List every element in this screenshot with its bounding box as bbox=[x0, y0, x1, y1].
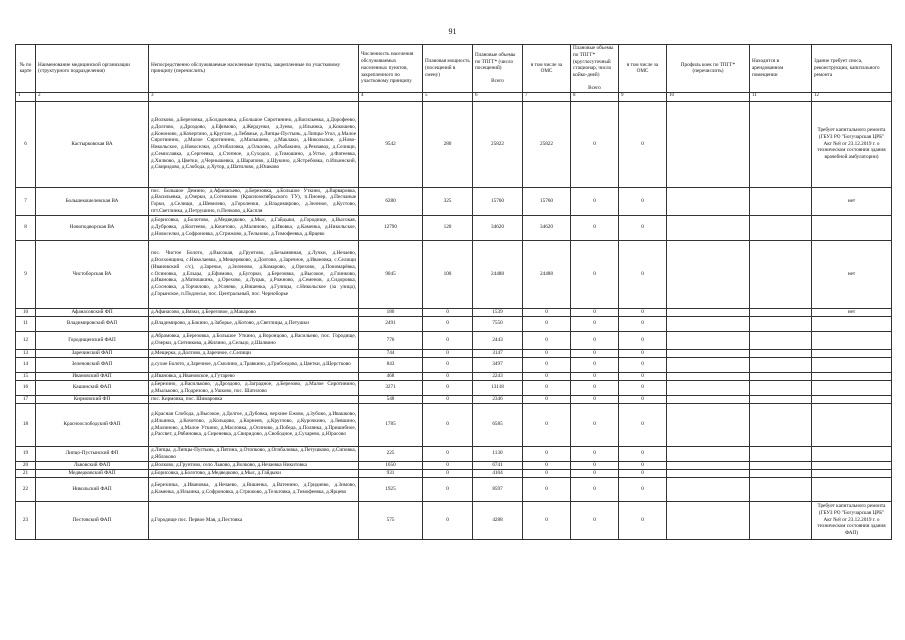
organization-cell: Красноослободский ФАП bbox=[36, 403, 149, 446]
visits-oms-cell: 0 bbox=[523, 461, 571, 469]
beddays-total-cell: 0 bbox=[571, 215, 619, 240]
rented-cell bbox=[750, 215, 812, 240]
visits-total-cell: 8597 bbox=[473, 477, 523, 501]
visits-oms-cell: 24488 bbox=[523, 240, 571, 308]
beddays-total-cell: 0 bbox=[571, 240, 619, 308]
visits-total-cell: 6741 bbox=[473, 461, 523, 469]
repair-cell bbox=[812, 469, 892, 477]
population-cell: 468 bbox=[359, 372, 423, 380]
column-number: 1 bbox=[16, 92, 36, 101]
population-cell: 776 bbox=[359, 331, 423, 349]
beddays-oms-cell: 0 bbox=[619, 395, 667, 403]
capacity-cell: 0 bbox=[423, 316, 473, 331]
beddays-oms-cell: 0 bbox=[619, 357, 667, 372]
organization-cell: Заречинский ФАП bbox=[36, 349, 149, 357]
visits-total-cell: 34620 bbox=[473, 215, 523, 240]
beddays-oms-cell: 0 bbox=[619, 308, 667, 316]
beddays-oms-cell: 0 bbox=[619, 403, 667, 446]
visits-total-cell: 6585 bbox=[473, 403, 523, 446]
visits-total-cell: 25822 bbox=[473, 101, 523, 187]
facilities-table bbox=[15, 44, 892, 540]
visits-oms-cell: 0 bbox=[523, 403, 571, 446]
table-row bbox=[16, 395, 892, 403]
beddays-oms-cell: 0 bbox=[619, 316, 667, 331]
beddays-oms-cell: 0 bbox=[619, 240, 667, 308]
settlements-cell: д.Абрамовка, д.Березовка, д.Большое Уткино, д.Воронцово, д.Васильево, пос. Городище, д.Озерки, д.Ситникова, д.Жилино, д.Сельцо, д.Шалвино bbox=[149, 331, 359, 349]
bed-profile-cell bbox=[667, 187, 750, 215]
rented-cell bbox=[750, 501, 812, 539]
beddays-total-cell: 0 bbox=[571, 395, 619, 403]
map-number-cell: 6 bbox=[16, 101, 36, 187]
beddays-total-cell: 0 bbox=[571, 469, 619, 477]
visits-total-cell: 3497 bbox=[473, 357, 523, 372]
bed-profile-cell bbox=[667, 357, 750, 372]
beddays-oms-cell: 0 bbox=[619, 215, 667, 240]
table-body bbox=[16, 101, 892, 539]
organization-cell: Кастырковская ВА bbox=[36, 101, 149, 187]
bed-profile-cell bbox=[667, 461, 750, 469]
capacity-cell: 0 bbox=[423, 477, 473, 501]
column-number-row bbox=[16, 92, 892, 101]
visits-oms-cell: 0 bbox=[523, 357, 571, 372]
beddays-oms-cell: 0 bbox=[619, 331, 667, 349]
visits-oms-cell: 15760 bbox=[523, 187, 571, 215]
settlements-cell: д.Борисовка, д.Болотово, д.Медведково, д.Мыс, д.Гайдыки, д.Городище, д.Высокая, д.Дубровка, д.Колтеево, д.Кочетово, д.Малиново, д.Ивовка, д.Каменка, д.Никольское, д.Новоселки, д.Софроновка, д.Стрижово, д.Тельново, д.Тимофеевка, д.Ярцево bbox=[149, 215, 359, 240]
visits-oms-cell: 0 bbox=[523, 395, 571, 403]
bed-profile-cell bbox=[667, 395, 750, 403]
column-number: 10 bbox=[667, 92, 750, 101]
capacity-cell: 0 bbox=[423, 461, 473, 469]
visits-oms-cell: 0 bbox=[523, 372, 571, 380]
table-row bbox=[16, 240, 892, 308]
beddays-oms-cell: 0 bbox=[619, 372, 667, 380]
bed-profile-cell bbox=[667, 477, 750, 501]
column-number: 12 bbox=[812, 92, 892, 101]
settlements-cell: пос. Большое Демино, д.Афанасьево, д.Березовка, д.Большое Уткино, д.Варваровка, д.Васильевка, д.Озерки, д.Сотниково (Краснооктябрьского ТУ), п.Пионер, д.Песчаные Горки, д.Селищи, д.Шевелево, д.Гороленки, д.Владимирово, д.Зеленое, д.Кустово, пгт.Светлинка, д.Петрушино, п.Пичково, д.Каспля bbox=[149, 187, 359, 215]
beddays-total-cell: 0 bbox=[571, 308, 619, 316]
rented-cell bbox=[750, 403, 812, 446]
table-row bbox=[16, 349, 892, 357]
capacity-cell: 0 bbox=[423, 469, 473, 477]
settlements-cell: д.Борисовка, д.Болотово, д.Медведково, д.Мыс, д.Гайдыки bbox=[149, 469, 359, 477]
column-number: 8 bbox=[571, 92, 619, 101]
beddays-oms-cell: 0 bbox=[619, 380, 667, 395]
visits-oms-cell: 0 bbox=[523, 308, 571, 316]
column-number: 11 bbox=[750, 92, 812, 101]
map-number-cell: 21 bbox=[16, 469, 36, 477]
visits-oms-cell: 0 bbox=[523, 446, 571, 461]
table-row bbox=[16, 501, 892, 539]
visits-oms-cell: 0 bbox=[523, 501, 571, 539]
repair-cell bbox=[812, 331, 892, 349]
organization-cell: Кирмовский ФП bbox=[36, 395, 149, 403]
map-number-cell: 9 bbox=[16, 240, 36, 308]
header-beddays-all: Всего bbox=[588, 84, 601, 91]
rented-cell bbox=[750, 446, 812, 461]
header-settlements: Непосредственно обслуживаемые населенные пункты, закрепленные по участковому принципу (перечислить) bbox=[149, 45, 359, 93]
organization-cell: Городищенский ФАП bbox=[36, 331, 149, 349]
header-capacity: Плановая мощность (посещений в смену) bbox=[423, 45, 473, 93]
repair-cell bbox=[812, 349, 892, 357]
rented-cell bbox=[750, 331, 812, 349]
map-number-cell: 14 bbox=[16, 357, 36, 372]
visits-total-cell: 7550 bbox=[473, 316, 523, 331]
beddays-total-cell: 0 bbox=[571, 501, 619, 539]
header-population: Численность населения обслуживаемых населенных пунктов, закрепленного по участковому принципу bbox=[359, 45, 423, 93]
rented-cell bbox=[750, 461, 812, 469]
table-row bbox=[16, 101, 892, 187]
settlements-cell: д.Мещерка, д.Долгово, д.Заречное, с.Селищи bbox=[149, 349, 359, 357]
population-cell: 931 bbox=[359, 469, 423, 477]
capacity-cell: 100 bbox=[423, 240, 473, 308]
capacity-cell: 0 bbox=[423, 395, 473, 403]
capacity-cell: 0 bbox=[423, 308, 473, 316]
organization-cell: Большекошелевская ВА bbox=[36, 187, 149, 215]
visits-total-cell: 4104 bbox=[473, 469, 523, 477]
capacity-cell: 0 bbox=[423, 372, 473, 380]
settlements-cell: д.Афанасово, д.Вязки, д.Береговое, д.Макарово bbox=[149, 308, 359, 316]
organization-cell: Кашинский ФАП bbox=[36, 380, 149, 395]
repair-cell bbox=[812, 215, 892, 240]
beddays-total-cell: 0 bbox=[571, 331, 619, 349]
bed-profile-cell bbox=[667, 308, 750, 316]
map-number-cell: 23 bbox=[16, 501, 36, 539]
visits-oms-cell: 0 bbox=[523, 316, 571, 331]
column-number: 2 bbox=[36, 92, 149, 101]
population-cell: 575 bbox=[359, 501, 423, 539]
beddays-oms-cell: 0 bbox=[619, 187, 667, 215]
table-row bbox=[16, 469, 892, 477]
header-row bbox=[16, 45, 892, 93]
bed-profile-cell bbox=[667, 215, 750, 240]
rented-cell bbox=[750, 477, 812, 501]
population-cell: 843 bbox=[359, 357, 423, 372]
population-cell: 548 bbox=[359, 395, 423, 403]
beddays-total-cell: 0 bbox=[571, 380, 619, 395]
population-cell: 1925 bbox=[359, 477, 423, 501]
visits-oms-cell: 34620 bbox=[523, 215, 571, 240]
beddays-total-cell: 0 bbox=[571, 316, 619, 331]
organization-cell: Афанасовский ФП bbox=[36, 308, 149, 316]
capacity-cell: 280 bbox=[423, 101, 473, 187]
table-row bbox=[16, 215, 892, 240]
table-row bbox=[16, 461, 892, 469]
repair-cell bbox=[812, 477, 892, 501]
settlements-cell: пос. Чистое Болото, д.Высокая, д.Грунтово, д.Безымянная, д.Лучки, д.Нечаево, д.Волхонщина, с.Николаевка, д.Мещеряково, д.Долгово, д.Заречное, д.Ивановка, с.Селищи (Ивановский с/с), д.Заречье, д.Зеленово, д.Комарово, д.Орехово, д.Пономарёвка, с.Осиновка, д.Ельцы, д.Ефимово, д.Бугорки, д.Березовка, д.Высокое, д.Глинково, д.Ивановка, д.Матюшкина, д.Орехово, д.Луцык, д.Рожново, д.Семенов, д.Сидоровка, д.Сосновка, д.Торчилово, д.Усачево, д.Вишенка, д.Гулицы, с.Никольское (за улица), д.Горынское, п.Подлесье, пос. Центральный, пос. Черноборье bbox=[149, 240, 359, 308]
table-row bbox=[16, 187, 892, 215]
rented-cell bbox=[750, 469, 812, 477]
map-number-cell: 18 bbox=[16, 403, 36, 446]
map-number-cell: 10 bbox=[16, 308, 36, 316]
visits-total-cell: 1130 bbox=[473, 446, 523, 461]
header-visits-title: Плановые объемы по ТПГГ* (число посещений) bbox=[475, 51, 516, 72]
visits-total-cell: 1539 bbox=[473, 308, 523, 316]
settlements-cell: д.Березино, д.Васильково, д.Дроздово, д.Заградное, д.Березово, д.Малое Сиротинино, д.Мыльково, д.Подрезово, д.Ушково, пос. Шатилово bbox=[149, 380, 359, 395]
organization-cell: Никольский ФАП bbox=[36, 477, 149, 501]
bed-profile-cell bbox=[667, 501, 750, 539]
table-row bbox=[16, 403, 892, 446]
page-number: 91 bbox=[448, 27, 457, 36]
bed-profile-cell bbox=[667, 349, 750, 357]
bed-profile-cell bbox=[667, 372, 750, 380]
bed-profile-cell bbox=[667, 331, 750, 349]
map-number-cell: 8 bbox=[16, 215, 36, 240]
beddays-oms-cell: 0 bbox=[619, 469, 667, 477]
bed-profile-cell bbox=[667, 316, 750, 331]
header-visits-oms: в том числе за ОМС bbox=[523, 45, 571, 93]
organization-cell: Липцо-Пустынский ФП bbox=[36, 446, 149, 461]
repair-cell bbox=[812, 446, 892, 461]
beddays-oms-cell: 0 bbox=[619, 461, 667, 469]
rented-cell bbox=[750, 372, 812, 380]
rented-cell bbox=[750, 380, 812, 395]
capacity-cell: 325 bbox=[423, 187, 473, 215]
organization-cell: Ивановский ФАП bbox=[36, 372, 149, 380]
organization-cell: Владимировский ФАП bbox=[36, 316, 149, 331]
visits-total-cell: 13118 bbox=[473, 380, 523, 395]
bed-profile-cell bbox=[667, 380, 750, 395]
settlements-cell: д.Городище пос. Первое Мая, д.Пестовка bbox=[149, 501, 359, 539]
organization-cell: Львовский ФАП bbox=[36, 461, 149, 469]
beddays-total-cell: 0 bbox=[571, 477, 619, 501]
population-cell: 1785 bbox=[359, 403, 423, 446]
visits-oms-cell: 25822 bbox=[523, 101, 571, 187]
repair-cell: нет bbox=[812, 187, 892, 215]
population-cell: 12790 bbox=[359, 215, 423, 240]
population-cell: 9045 bbox=[359, 240, 423, 308]
beddays-oms-cell: 0 bbox=[619, 501, 667, 539]
map-number-cell: 12 bbox=[16, 331, 36, 349]
map-number-cell: 16 bbox=[16, 380, 36, 395]
bed-profile-cell bbox=[667, 403, 750, 446]
rented-cell bbox=[750, 357, 812, 372]
visits-oms-cell: 0 bbox=[523, 331, 571, 349]
visits-total-cell: 24488 bbox=[473, 240, 523, 308]
beddays-total-cell: 0 bbox=[571, 446, 619, 461]
visits-total-cell: 4288 bbox=[473, 501, 523, 539]
column-number: 7 bbox=[523, 92, 571, 101]
bed-profile-cell bbox=[667, 240, 750, 308]
visits-total-cell: 2346 bbox=[473, 395, 523, 403]
beddays-total-cell: 0 bbox=[571, 101, 619, 187]
settlements-cell: д.сухие Болото, д.Заречное, д.Смолино, д.Травкино, д.Грибоедово, д.Цветки, д.Щерстково bbox=[149, 357, 359, 372]
header-repair: Здание требует сноса, реконструкции, капитального ремонта bbox=[812, 45, 892, 93]
map-number-cell: 20 bbox=[16, 461, 36, 469]
header-bed-profile: Профиль коек по ТПГГ* (перечислить) bbox=[667, 45, 750, 93]
beddays-oms-cell: 0 bbox=[619, 446, 667, 461]
settlements-cell: д.Волково, д.Березовка, д.Болдыновка, д.Большое Сиротинино, д.Васильевка, д.Дорофеево, д.Долгово, д.Дроздово, д.Ефимово, д.Жердунки, д.Зуево, д.Ильинка, д.Кокошево, д.Кононово, д.Кочергино, д.Круглое, д.Лебяжье, д.Липцы-Пустынь, д.Липцы-Угол, д.Малое Сиротинино, д.Малое Сиротинино, д.Малышево, д.Маклаки, д.Никольское, д.Ново-Никольское, д.Новоселки, д.Огибаловка, д.Ольхово, д.Рыбакино, д.Ремзавод, д.Селищи, д.Семиславка, д.Сергеевка, д.Степное, д.Суходол, д.Тимошино, д.Устье, д.Фатеевка, д.Хилково, д.Цветки, д.Чернышевка, д.Шарапово, д.Щукино, д.Ястребовка, п.Ильинский, д.Свиридово, д.Слобода, д.Хутор, д.Шатилово, д.Юшково bbox=[149, 101, 359, 187]
table-row bbox=[16, 308, 892, 316]
header-rented: Находится в арендованном помещении bbox=[750, 45, 812, 93]
column-number: 4 bbox=[359, 92, 423, 101]
table-row bbox=[16, 372, 892, 380]
table-row bbox=[16, 380, 892, 395]
beddays-total-cell: 0 bbox=[571, 372, 619, 380]
column-number: 3 bbox=[149, 92, 359, 101]
population-cell: 744 bbox=[359, 349, 423, 357]
settlements-cell: д.Красная Слобода, д.Высокое, д.Долгое, д.Дубовка, верхнее Ежово, д.Зубово, д.Ивашково, д.Ильинка, д.Кочетово, д.Кольцово, д.Корнеев, д.Круглово, д.Курочкино, д.Левшино, д.Малиново, д.Малое Уткино, д.Масловка, д.Осиново, д.Победа, д.Полянка, д.Пришибное, д.Рассвет, д.Рябиновка, д.Сиреневка, д.Свиридово, д.Свободное, д.Сухарево, д.Юрасово bbox=[149, 403, 359, 446]
settlements-cell: д.Волково, д.Грунтово, село Львово, д.Волково, д.Нечаевка Никитовка bbox=[149, 461, 359, 469]
capacity-cell: 0 bbox=[423, 380, 473, 395]
beddays-total-cell: 0 bbox=[571, 187, 619, 215]
visits-oms-cell: 0 bbox=[523, 477, 571, 501]
settlements-cell: пос. Кирмовка, пос. Шимаровка bbox=[149, 395, 359, 403]
map-number-cell: 7 bbox=[16, 187, 36, 215]
organization-cell: Чистоборская ВА bbox=[36, 240, 149, 308]
organization-cell: Пестовский ФАП bbox=[36, 501, 149, 539]
population-cell: 225 bbox=[359, 446, 423, 461]
header-map-number: № по карте bbox=[16, 45, 36, 93]
visits-oms-cell: 0 bbox=[523, 469, 571, 477]
map-number-cell: 17 bbox=[16, 395, 36, 403]
bed-profile-cell bbox=[667, 446, 750, 461]
organization-cell: Зеленовский ФАП bbox=[36, 357, 149, 372]
organization-cell: Медведковский ФАП bbox=[36, 469, 149, 477]
header-beddays-oms: в том числе за ОМС bbox=[619, 45, 667, 93]
table-row bbox=[16, 331, 892, 349]
repair-cell: Требует капитального ремонта (ГБУЗ РО "Богучарская ЦРБ" Акт №8 от 23.12.2019 г. о техническом состоянии здания врачебной амбулатории) bbox=[812, 101, 892, 187]
map-number-cell: 19 bbox=[16, 446, 36, 461]
repair-cell: нет bbox=[812, 308, 892, 316]
capacity-cell: 0 bbox=[423, 331, 473, 349]
beddays-total-cell: 0 bbox=[571, 357, 619, 372]
table-row bbox=[16, 316, 892, 331]
rented-cell bbox=[750, 395, 812, 403]
visits-total-cell: 2243 bbox=[473, 372, 523, 380]
capacity-cell: 0 bbox=[423, 403, 473, 446]
visits-oms-cell: 0 bbox=[523, 380, 571, 395]
rented-cell bbox=[750, 187, 812, 215]
map-number-cell: 13 bbox=[16, 349, 36, 357]
column-number: 9 bbox=[619, 92, 667, 101]
header-visits-total bbox=[473, 45, 523, 93]
rented-cell bbox=[750, 316, 812, 331]
rented-cell bbox=[750, 101, 812, 187]
organization-cell: Новоподворская ВА bbox=[36, 215, 149, 240]
beddays-oms-cell: 0 bbox=[619, 101, 667, 187]
table-row bbox=[16, 477, 892, 501]
rented-cell bbox=[750, 308, 812, 316]
beddays-oms-cell: 0 bbox=[619, 349, 667, 357]
table-row bbox=[16, 357, 892, 372]
capacity-cell: 0 bbox=[423, 446, 473, 461]
settlements-cell: д.Владимирово, д.Бокино, д.Заборье, д.Котово, д.Светлицы, д.Петушки bbox=[149, 316, 359, 331]
bed-profile-cell bbox=[667, 101, 750, 187]
beddays-total-cell: 0 bbox=[571, 349, 619, 357]
population-cell: 180 bbox=[359, 308, 423, 316]
population-cell: 9542 bbox=[359, 101, 423, 187]
beddays-oms-cell: 0 bbox=[619, 477, 667, 501]
header-organization: Наименование медицинской организации (структурного подразделения) bbox=[36, 45, 149, 93]
repair-cell bbox=[812, 461, 892, 469]
bed-profile-cell bbox=[667, 469, 750, 477]
table-row bbox=[16, 446, 892, 461]
header-visits-all: Всего bbox=[491, 78, 504, 84]
column-number: 6 bbox=[473, 92, 523, 101]
settlements-cell: д.Ивановка, д.Ивановское, д.Гутарево bbox=[149, 372, 359, 380]
visits-total-cell: 2443 bbox=[473, 331, 523, 349]
column-number: 5 bbox=[423, 92, 473, 101]
visits-oms-cell: 0 bbox=[523, 349, 571, 357]
population-cell: 6280 bbox=[359, 187, 423, 215]
repair-cell bbox=[812, 372, 892, 380]
beddays-total-cell: 0 bbox=[571, 461, 619, 469]
rented-cell bbox=[750, 240, 812, 308]
beddays-total-cell: 0 bbox=[571, 403, 619, 446]
header-beddays-title: Плановые объемы по ТПГГ* (круглосуточный стационар, число койко-дней) bbox=[573, 45, 614, 78]
rented-cell bbox=[750, 349, 812, 357]
repair-cell bbox=[812, 395, 892, 403]
map-number-cell: 22 bbox=[16, 477, 36, 501]
repair-cell: Требует капитального ремонта (ГБУЗ РО "Богучарская ЦРБ" Акт №8 от 23.12.2019 г. о техническом состоянии здания ФАП) bbox=[812, 501, 892, 539]
repair-cell bbox=[812, 357, 892, 372]
header-beddays-total bbox=[571, 45, 619, 93]
capacity-cell: 120 bbox=[423, 215, 473, 240]
map-number-cell: 15 bbox=[16, 372, 36, 380]
repair-cell bbox=[812, 380, 892, 395]
visits-total-cell: 3147 bbox=[473, 349, 523, 357]
population-cell: 3271 bbox=[359, 380, 423, 395]
settlements-cell: д.Липцы, д.Липцы-Пустынь, д.Пятина, д.Отопково, д.Огибаловка, д.Петушково, д.Сиповка, д.Яблоково bbox=[149, 446, 359, 461]
visits-total-cell: 15760 bbox=[473, 187, 523, 215]
population-cell: 1650 bbox=[359, 461, 423, 469]
repair-cell bbox=[812, 403, 892, 446]
capacity-cell: 0 bbox=[423, 357, 473, 372]
repair-cell: нет bbox=[812, 240, 892, 308]
capacity-cell: 0 bbox=[423, 501, 473, 539]
repair-cell bbox=[812, 316, 892, 331]
settlements-cell: д.Березинка, д.Ивановка, д.Нечаево, д.Вишенка, д.Ватенино, д.Гриднево, д.Зимово, д.Каменка, д.Ильинка, д.Софроновка, д.Стрижово, д.Тельтовка, д.Тимофеевка, д.Ярцево bbox=[149, 477, 359, 501]
map-number-cell: 11 bbox=[16, 316, 36, 331]
capacity-cell: 0 bbox=[423, 349, 473, 357]
population-cell: 2491 bbox=[359, 316, 423, 331]
